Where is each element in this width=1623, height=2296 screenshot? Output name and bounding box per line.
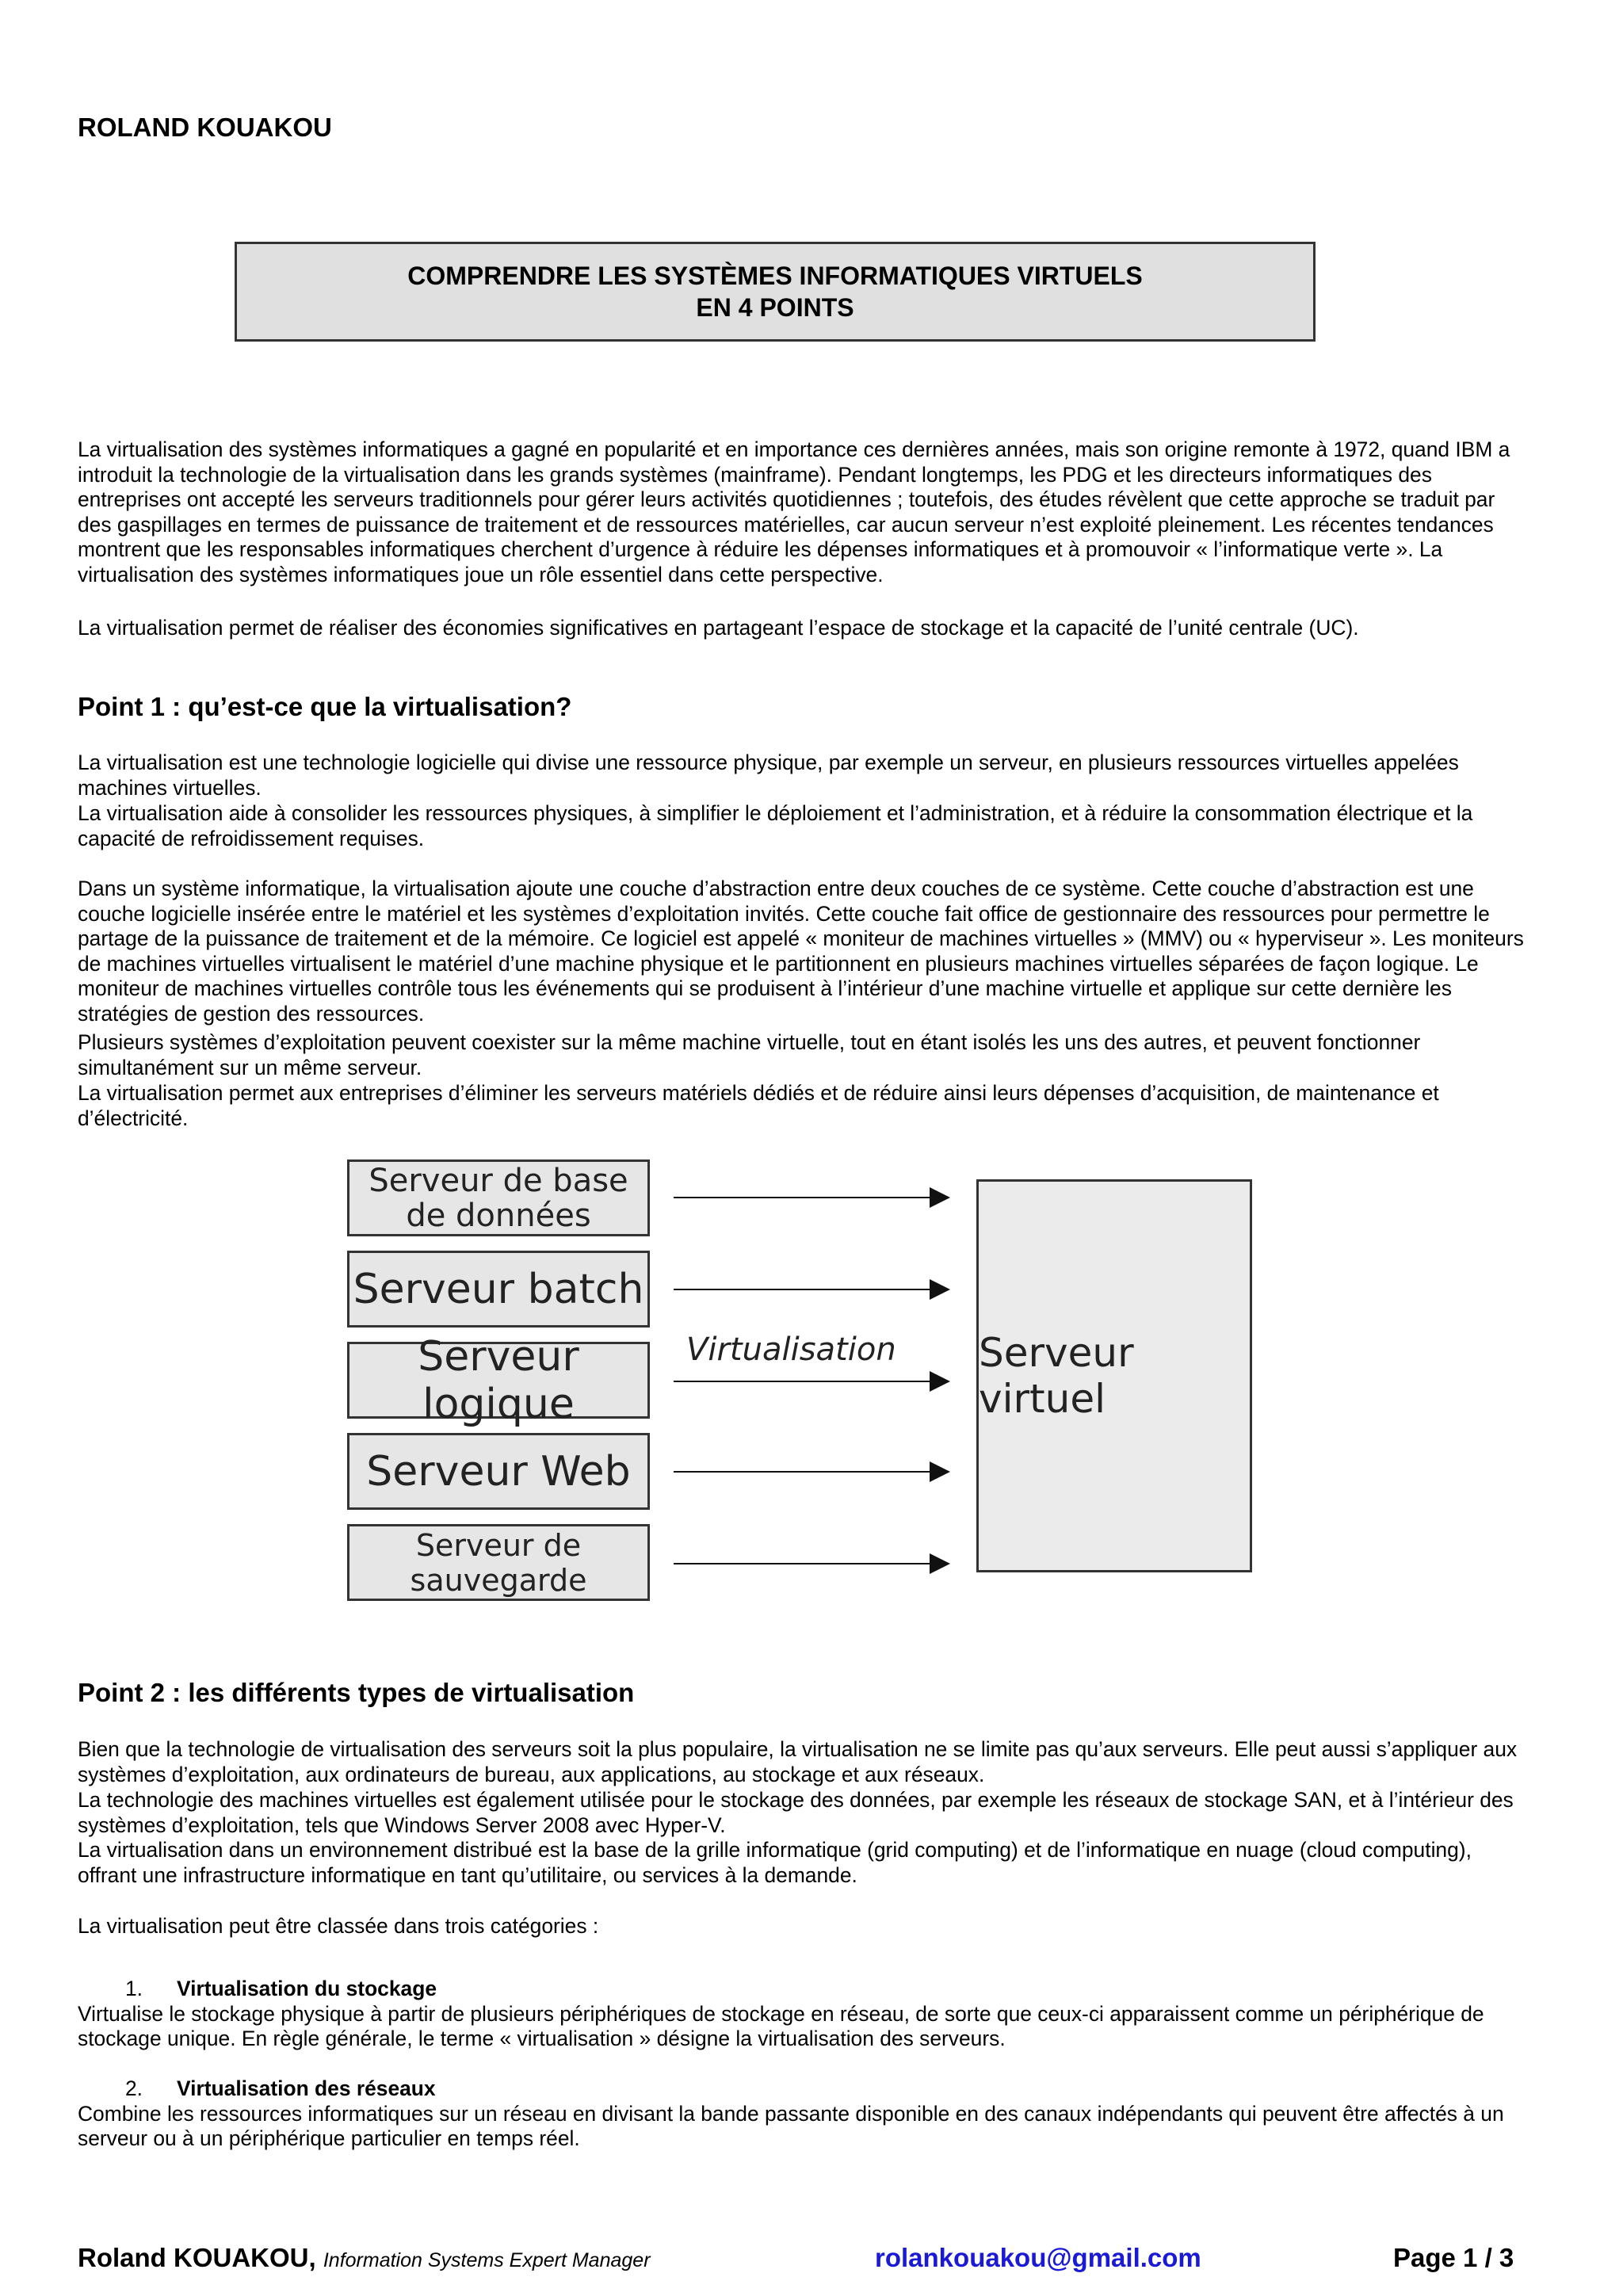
point1-paragraph-4: Plusieurs systèmes d’exploitation peuvent coexister sur la même machine virtuelle, tout en étant isolés les uns des autres, et peuvent fonctionner simultanément sur un même serveur. — [78, 1030, 1421, 1079]
author-name: ROLAND KOUAKOU — [78, 113, 332, 142]
server-database-box — [347, 1159, 650, 1236]
footer-email-link[interactable]: rolankouakou@gmail.com — [875, 2243, 1201, 2272]
point2-paragraph-2: La technologie des machines virtuelles est également utilisée pour le stockage des données, par exemple les réseaux de stockage SAN, et à l’intérieur des systèmes d’exploitation, tels que Windows Server 2008 avec Hyper-V. — [78, 1788, 1514, 1837]
point1-paragraph-1: La virtualisation est une technologie logicielle qui divise une ressource physique, par exemple un serveur, en plusieurs ressources virtuelles appelées machines virtuelles. — [78, 751, 1459, 800]
footer-name: Roland KOUAKOU, — [78, 2243, 316, 2272]
point1-paragraph-3: Dans un système informatique, la virtualisation ajoute une couche d’abstraction entre deux couches de ce système. Cette couche d’abstraction est une couche logicielle insérée entre le matériel et les systèmes d’exploitation invités. Cette couche fait office de gestionnaire des ressources pour permettre le partage de la puissance de traitement et de la mémoire. Ce logiciel est appelé « moniteur de machines virtuelles » (MMV) ou « hyperviseur ». Les moniteurs de machines virtuelles virtualisent le matériel d’une machine physique et le partitionnent en plusieurs machines virtuelles séparées de façon logique. Le moniteur de machines virtuelles contrôle tous les événements qui se produisent à l’intérieur d’une machine virtuelle et applique sur cette dernière les stratégies de gestion des ressources. — [78, 877, 1524, 1026]
page-number: Page 1 / 3 — [1393, 2243, 1514, 2272]
point1-paragraph-5: La virtualisation permet aux entreprises d’éliminer les serveurs matériels dédiés et de réduire ainsi leurs dépenses d’acquisition, de maintenance et d’électricité. — [78, 1081, 1439, 1130]
title-line-2: EN 4 POINTS — [696, 293, 854, 322]
list-item-title: Virtualisation des réseaux — [177, 2076, 436, 2100]
arrow-1 — [674, 1197, 947, 1198]
intro-paragraph-1: La virtualisation des systèmes informatiques a gagné en popularité et en importance ces dernières années, mais son origine remonte à 1972, quand IBM a introduit la technologie de la virtualisation dans les grands systèmes (mainframe). Pendant longtemps, les PDG et les directeurs informatiques des entreprises ont accepté les serveurs traditionnels pour gérer leurs activités quotidiennes ; toutefois, des études révèlent que cette approche se traduit par des gaspillages en termes de puissance de traitement et de ressources matérielles, car aucun serveur n’est exploité pleinement. Les récentes tendances montrent que les responsables informatiques cherchent d’urgence à réduire les dépenses informatiques et à promouvoir « l’informatique verte ». La virtualisation des systèmes informatiques joue un rôle essentiel dans cette perspective. — [78, 437, 1510, 586]
point2-paragraph-4: La virtualisation peut être classée dans trois catégories : — [78, 1914, 599, 1938]
point1-paragraph-2: La virtualisation aide à consolider les ressources physiques, à simplifier le déploiement et l’administration, et à réduire la consommation électrique et la capacité de refroidissement requises. — [78, 801, 1473, 850]
point2-paragraph-3: La virtualisation dans un environnement distribué est la base de la grille informatique (grid computing) et de l’informatique en nuage (cloud computing), offrant une infrastructure informatique en tant qu’utilitaire, ou services à la demande. — [78, 1838, 1472, 1887]
server-sauvegarde-box: Serveur de sauvegarde — [347, 1524, 650, 1601]
footer-role: Information Systems Expert Manager — [323, 2249, 651, 2271]
point1-heading: Point 1 : qu’est-ce que la virtualisation? — [78, 692, 572, 721]
list-item-number: 1. — [125, 1977, 143, 2000]
server-batch-box: Serveur batch — [347, 1251, 650, 1328]
point2-paragraph-1: Bien que la technologie de virtualisation des serveurs soit la plus populaire, la virtualisation ne se limite pas qu’aux serveurs. Elle peut aussi s’appliquer aux systèmes d’exploitation, aux ordinateurs de bureau, aux applications, au stockage et aux réseaux. — [78, 1737, 1518, 1786]
arrow-3 — [674, 1381, 947, 1382]
footer-author — [78, 2243, 651, 2273]
point2-heading: Point 2 : les différents types de virtualisation — [78, 1678, 635, 1707]
title-line-1: COMPRENDRE LES SYSTÈMES INFORMATIQUES VIRTUELS — [407, 262, 1143, 290]
virtualisation-label: Virtualisation — [686, 1331, 896, 1368]
arrow-4 — [674, 1471, 947, 1473]
server-database-line-2: de données — [406, 1197, 591, 1234]
list-item — [78, 2076, 1528, 2152]
list-item-text: Combine les ressources informatiques sur un réseau en divisant la bande passante disponible en des canaux indépendants qui peuvent être affectés à un serveur ou à un périphérique particulier en temps réel. — [78, 2101, 1504, 2151]
intro-paragraph-2: La virtualisation permet de réaliser des économies significatives en partageant l’espace de stockage et la capacité de l’unité centrale (UC). — [78, 616, 1359, 640]
list-item-title: Virtualisation du stockage — [177, 1977, 437, 2000]
server-database-line-1: Serveur de base — [369, 1162, 628, 1199]
arrow-5 — [674, 1563, 947, 1564]
list-item-number: 2. — [125, 2076, 143, 2100]
server-logique-box: Serveur logique — [347, 1342, 650, 1419]
list-item — [78, 1977, 1528, 2052]
arrow-2 — [674, 1289, 947, 1290]
server-web-box: Serveur Web — [347, 1433, 650, 1510]
virtual-server-box: Serveur virtuel — [976, 1179, 1252, 1572]
document-title — [235, 242, 1316, 342]
list-item-text: Virtualise le stockage physique à partir de plusieurs périphériques de stockage en réseau, de sorte que ceux-ci apparaissent comme un périphérique de stockage unique. En règle générale, le terme « virtualisation » désigne la virtualisation des serveurs. — [78, 2001, 1484, 2051]
